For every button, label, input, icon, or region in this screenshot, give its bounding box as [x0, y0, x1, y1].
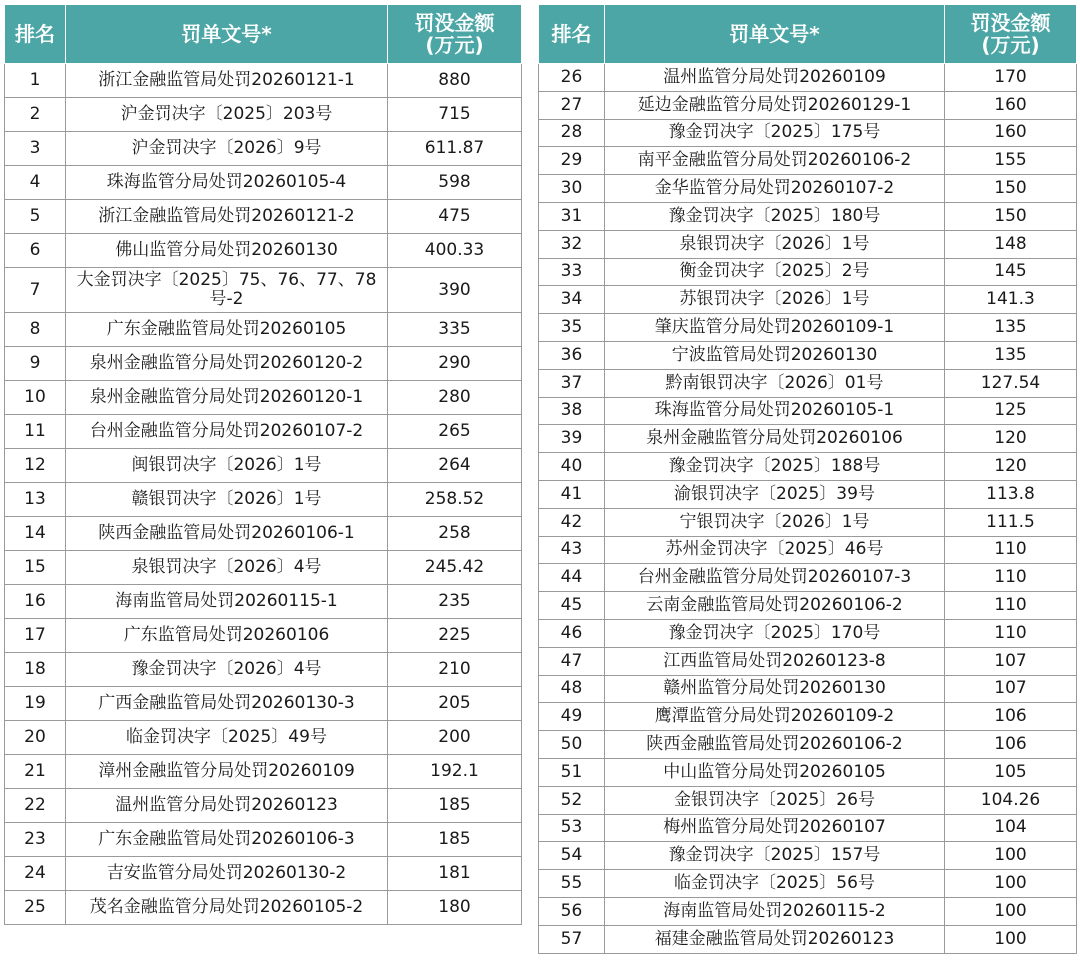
rank-cell: 13 — [5, 483, 66, 517]
header-amount-line2: (万元) — [425, 33, 484, 57]
rank-cell: 46 — [539, 619, 605, 647]
doc-cell: 浙江金融监管局处罚20260121-2 — [66, 200, 388, 234]
table-row — [539, 592, 1077, 620]
rank-cell: 52 — [539, 786, 605, 814]
doc-cell: 广东金融监管局处罚20260105 — [66, 313, 388, 347]
table-row — [5, 166, 522, 200]
doc-cell: 宁波监管局处罚20260130 — [605, 341, 945, 369]
doc-cell: 佛山监管分局处罚20260130 — [66, 234, 388, 268]
amount-cell: 150 — [945, 202, 1077, 230]
doc-cell: 苏银罚决字〔2026〕1号 — [605, 286, 945, 314]
doc-cell: 泉银罚决字〔2026〕4号 — [66, 551, 388, 585]
amount-cell: 113.8 — [945, 480, 1077, 508]
rank-cell: 21 — [5, 755, 66, 789]
table-row — [5, 381, 522, 415]
rank-cell: 36 — [539, 341, 605, 369]
rank-cell: 20 — [5, 721, 66, 755]
doc-cell: 泉银罚决字〔2026〕1号 — [605, 230, 945, 258]
amount-cell: 598 — [388, 166, 522, 200]
header-amount — [945, 5, 1077, 64]
amount-cell: 335 — [388, 313, 522, 347]
amount-cell: 185 — [388, 789, 522, 823]
rank-cell: 5 — [5, 200, 66, 234]
amount-cell: 715 — [388, 98, 522, 132]
table-row — [5, 415, 522, 449]
rank-cell: 29 — [539, 147, 605, 175]
amount-cell: 135 — [945, 314, 1077, 342]
amount-cell: 205 — [388, 687, 522, 721]
amount-cell: 141.3 — [945, 286, 1077, 314]
table-row — [539, 508, 1077, 536]
table-row — [5, 619, 522, 653]
doc-cell: 珠海监管分局处罚20260105-4 — [66, 166, 388, 200]
rank-cell: 6 — [5, 234, 66, 268]
table-row — [539, 397, 1077, 425]
doc-cell: 广东监管局处罚20260106 — [66, 619, 388, 653]
amount-cell: 290 — [388, 347, 522, 381]
amount-cell: 235 — [388, 585, 522, 619]
amount-cell: 265 — [388, 415, 522, 449]
doc-cell: 黔南银罚决字〔2026〕01号 — [605, 369, 945, 397]
header-amount — [388, 5, 522, 64]
amount-cell: 475 — [388, 200, 522, 234]
rank-cell: 22 — [5, 789, 66, 823]
rank-cell: 1 — [5, 64, 66, 98]
amount-cell: 107 — [945, 647, 1077, 675]
header-row — [5, 5, 522, 64]
table-row — [539, 369, 1077, 397]
header-rank: 排名 — [539, 5, 605, 64]
rank-cell: 50 — [539, 731, 605, 759]
rank-cell: 40 — [539, 453, 605, 481]
doc-cell: 中山监管分局处罚20260105 — [605, 758, 945, 786]
rank-cell: 38 — [539, 397, 605, 425]
doc-cell: 衡金罚决字〔2025〕2号 — [605, 258, 945, 286]
rank-cell: 30 — [539, 175, 605, 203]
table-row — [539, 64, 1077, 92]
doc-cell: 温州监管分局处罚20260109 — [605, 64, 945, 92]
amount-cell: 180 — [388, 891, 522, 925]
amount-cell: 100 — [945, 897, 1077, 925]
amount-cell: 105 — [945, 758, 1077, 786]
rank-cell: 48 — [539, 675, 605, 703]
amount-cell: 200 — [388, 721, 522, 755]
doc-cell: 泉州金融监管分局处罚20260120-1 — [66, 381, 388, 415]
table-row — [5, 98, 522, 132]
rank-cell: 7 — [5, 268, 66, 313]
table-row — [539, 119, 1077, 147]
rank-cell: 25 — [5, 891, 66, 925]
amount-cell: 125 — [945, 397, 1077, 425]
header-amount-line2: (万元) — [981, 33, 1040, 57]
rank-cell: 15 — [5, 551, 66, 585]
rank-cell: 37 — [539, 369, 605, 397]
table-row — [5, 551, 522, 585]
table-row — [539, 703, 1077, 731]
doc-cell: 漳州金融监管分局处罚20260109 — [66, 755, 388, 789]
rank-cell: 33 — [539, 258, 605, 286]
rank-cell: 16 — [5, 585, 66, 619]
amount-cell: 111.5 — [945, 508, 1077, 536]
table-row — [5, 268, 522, 313]
rank-cell: 12 — [5, 449, 66, 483]
table-row — [539, 258, 1077, 286]
table-row — [539, 341, 1077, 369]
rank-cell: 19 — [5, 687, 66, 721]
amount-cell: 264 — [388, 449, 522, 483]
table-row — [539, 814, 1077, 842]
table-row — [539, 314, 1077, 342]
amount-cell: 120 — [945, 425, 1077, 453]
rank-cell: 42 — [539, 508, 605, 536]
doc-cell: 赣银罚决字〔2026〕1号 — [66, 483, 388, 517]
amount-cell: 170 — [945, 64, 1077, 92]
table-row — [5, 449, 522, 483]
rank-cell: 35 — [539, 314, 605, 342]
doc-cell: 豫金罚决字〔2025〕157号 — [605, 842, 945, 870]
table-row — [539, 758, 1077, 786]
rank-cell: 39 — [539, 425, 605, 453]
table-row — [5, 200, 522, 234]
rank-cell: 49 — [539, 703, 605, 731]
amount-cell: 110 — [945, 564, 1077, 592]
rank-cell: 11 — [5, 415, 66, 449]
header-doc: 罚单文号* — [605, 5, 945, 64]
rank-cell: 14 — [5, 517, 66, 551]
amount-cell: 100 — [945, 925, 1077, 953]
amount-cell: 258.52 — [388, 483, 522, 517]
table-row — [539, 230, 1077, 258]
doc-cell: 云南金融监管局处罚20260106-2 — [605, 592, 945, 620]
rank-cell: 32 — [539, 230, 605, 258]
table-row — [539, 619, 1077, 647]
table-row — [5, 585, 522, 619]
doc-cell: 海南监管局处罚20260115-2 — [605, 897, 945, 925]
rank-cell: 47 — [539, 647, 605, 675]
doc-cell: 海南监管局处罚20260115-1 — [66, 585, 388, 619]
doc-cell: 温州监管分局处罚20260123 — [66, 789, 388, 823]
doc-cell: 吉安监管分局处罚20260130-2 — [66, 857, 388, 891]
amount-cell: 120 — [945, 453, 1077, 481]
doc-cell: 江西监管局处罚20260123-8 — [605, 647, 945, 675]
amount-cell: 100 — [945, 842, 1077, 870]
table-row — [5, 653, 522, 687]
doc-cell: 福建金融监管局处罚20260123 — [605, 925, 945, 953]
doc-cell: 金银罚决字〔2025〕26号 — [605, 786, 945, 814]
table-row — [539, 286, 1077, 314]
rank-cell: 24 — [5, 857, 66, 891]
amount-cell: 390 — [388, 268, 522, 313]
table-row — [5, 755, 522, 789]
table-row — [5, 789, 522, 823]
doc-cell: 豫金罚决字〔2025〕175号 — [605, 119, 945, 147]
doc-cell: 广东金融监管局处罚20260106-3 — [66, 823, 388, 857]
doc-cell: 梅州监管分局处罚20260107 — [605, 814, 945, 842]
amount-cell: 145 — [945, 258, 1077, 286]
doc-cell: 泉州金融监管分局处罚20260120-2 — [66, 347, 388, 381]
doc-cell: 浙江金融监管局处罚20260121-1 — [66, 64, 388, 98]
table-row — [5, 313, 522, 347]
header-row — [539, 5, 1077, 64]
amount-cell: 185 — [388, 823, 522, 857]
amount-cell: 148 — [945, 230, 1077, 258]
rank-cell: 56 — [539, 897, 605, 925]
table-row — [539, 675, 1077, 703]
amount-cell: 106 — [945, 731, 1077, 759]
rank-cell: 41 — [539, 480, 605, 508]
amount-cell: 110 — [945, 592, 1077, 620]
table-row — [539, 897, 1077, 925]
doc-cell: 豫金罚决字〔2025〕188号 — [605, 453, 945, 481]
doc-cell: 陕西金融监管局处罚20260106-1 — [66, 517, 388, 551]
amount-cell: 192.1 — [388, 755, 522, 789]
table-row — [5, 891, 522, 925]
amount-cell: 127.54 — [945, 369, 1077, 397]
table-row — [539, 147, 1077, 175]
header-rank: 排名 — [5, 5, 66, 64]
rank-cell: 2 — [5, 98, 66, 132]
right-table-body — [539, 64, 1077, 954]
amount-cell: 100 — [945, 870, 1077, 898]
table-row — [5, 132, 522, 166]
table-row — [539, 425, 1077, 453]
table-row — [5, 483, 522, 517]
amount-cell: 110 — [945, 536, 1077, 564]
doc-cell: 大金罚决字〔2025〕75、76、77、78号-2 — [66, 268, 388, 313]
doc-cell: 渝银罚决字〔2025〕39号 — [605, 480, 945, 508]
amount-cell: 280 — [388, 381, 522, 415]
table-row — [539, 731, 1077, 759]
table-row — [5, 64, 522, 98]
table-row — [539, 175, 1077, 203]
table-row — [5, 687, 522, 721]
table-row — [539, 870, 1077, 898]
amount-cell: 880 — [388, 64, 522, 98]
rank-cell: 9 — [5, 347, 66, 381]
table-row — [539, 480, 1077, 508]
rank-cell: 28 — [539, 119, 605, 147]
amount-cell: 135 — [945, 341, 1077, 369]
rank-cell: 23 — [5, 823, 66, 857]
header-amount-line1: 罚没金额 — [970, 11, 1051, 35]
amount-cell: 611.87 — [388, 132, 522, 166]
table-row — [5, 823, 522, 857]
amount-cell: 107 — [945, 675, 1077, 703]
rank-cell: 44 — [539, 564, 605, 592]
doc-cell: 苏州金罚决字〔2025〕46号 — [605, 536, 945, 564]
doc-cell: 豫金罚决字〔2025〕180号 — [605, 202, 945, 230]
doc-cell: 临金罚决字〔2025〕56号 — [605, 870, 945, 898]
amount-cell: 258 — [388, 517, 522, 551]
doc-cell: 赣州监管分局处罚20260130 — [605, 675, 945, 703]
amount-cell: 104.26 — [945, 786, 1077, 814]
left-table — [4, 4, 522, 925]
doc-cell: 临金罚决字〔2025〕49号 — [66, 721, 388, 755]
table-row — [5, 857, 522, 891]
rank-cell: 3 — [5, 132, 66, 166]
doc-cell: 豫金罚决字〔2026〕4号 — [66, 653, 388, 687]
doc-cell: 珠海监管分局处罚20260105-1 — [605, 397, 945, 425]
rank-cell: 54 — [539, 842, 605, 870]
amount-cell: 104 — [945, 814, 1077, 842]
doc-cell: 广西金融监管局处罚20260130-3 — [66, 687, 388, 721]
doc-cell: 泉州金融监管分局处罚20260106 — [605, 425, 945, 453]
table-row — [539, 202, 1077, 230]
table-row — [539, 925, 1077, 953]
rank-cell: 27 — [539, 91, 605, 119]
table-row — [539, 536, 1077, 564]
doc-cell: 肇庆监管分局处罚20260109-1 — [605, 314, 945, 342]
doc-cell: 宁银罚决字〔2026〕1号 — [605, 508, 945, 536]
doc-cell: 陕西金融监管局处罚20260106-2 — [605, 731, 945, 759]
table-row — [539, 91, 1077, 119]
doc-cell: 茂名金融监管分局处罚20260105-2 — [66, 891, 388, 925]
table-row — [5, 721, 522, 755]
rank-cell: 57 — [539, 925, 605, 953]
rank-cell: 45 — [539, 592, 605, 620]
rank-cell: 53 — [539, 814, 605, 842]
table-row — [539, 453, 1077, 481]
right-table — [538, 4, 1077, 954]
rank-cell: 8 — [5, 313, 66, 347]
header-amount-line1: 罚没金额 — [414, 11, 495, 35]
header-doc: 罚单文号* — [66, 5, 388, 64]
amount-cell: 160 — [945, 119, 1077, 147]
doc-cell: 沪金罚决字〔2025〕203号 — [66, 98, 388, 132]
rank-cell: 10 — [5, 381, 66, 415]
doc-cell: 沪金罚决字〔2026〕9号 — [66, 132, 388, 166]
doc-cell: 豫金罚决字〔2025〕170号 — [605, 619, 945, 647]
table-row — [539, 786, 1077, 814]
doc-cell: 延边金融监管分局处罚20260129-1 — [605, 91, 945, 119]
amount-cell: 225 — [388, 619, 522, 653]
table-row — [539, 647, 1077, 675]
rank-cell: 34 — [539, 286, 605, 314]
table-row — [5, 347, 522, 381]
amount-cell: 210 — [388, 653, 522, 687]
doc-cell: 鹰潭监管分局处罚20260109-2 — [605, 703, 945, 731]
amount-cell: 160 — [945, 91, 1077, 119]
amount-cell: 150 — [945, 175, 1077, 203]
doc-cell: 台州金融监管分局处罚20260107-3 — [605, 564, 945, 592]
amount-cell: 110 — [945, 619, 1077, 647]
amount-cell: 106 — [945, 703, 1077, 731]
rank-cell: 51 — [539, 758, 605, 786]
table-row — [539, 564, 1077, 592]
left-table-body — [5, 64, 522, 925]
amount-cell: 245.42 — [388, 551, 522, 585]
doc-cell: 金华监管分局处罚20260107-2 — [605, 175, 945, 203]
doc-cell: 闽银罚决字〔2026〕1号 — [66, 449, 388, 483]
rank-cell: 31 — [539, 202, 605, 230]
rank-cell: 43 — [539, 536, 605, 564]
rank-cell: 26 — [539, 64, 605, 92]
amount-cell: 181 — [388, 857, 522, 891]
table-row — [5, 517, 522, 551]
rank-cell: 18 — [5, 653, 66, 687]
amount-cell: 400.33 — [388, 234, 522, 268]
rank-cell: 55 — [539, 870, 605, 898]
doc-cell: 南平金融监管分局处罚20260106-2 — [605, 147, 945, 175]
table-row — [5, 234, 522, 268]
amount-cell: 155 — [945, 147, 1077, 175]
rank-cell: 4 — [5, 166, 66, 200]
rank-cell: 17 — [5, 619, 66, 653]
doc-cell: 台州金融监管分局处罚20260107-2 — [66, 415, 388, 449]
table-row — [539, 842, 1077, 870]
